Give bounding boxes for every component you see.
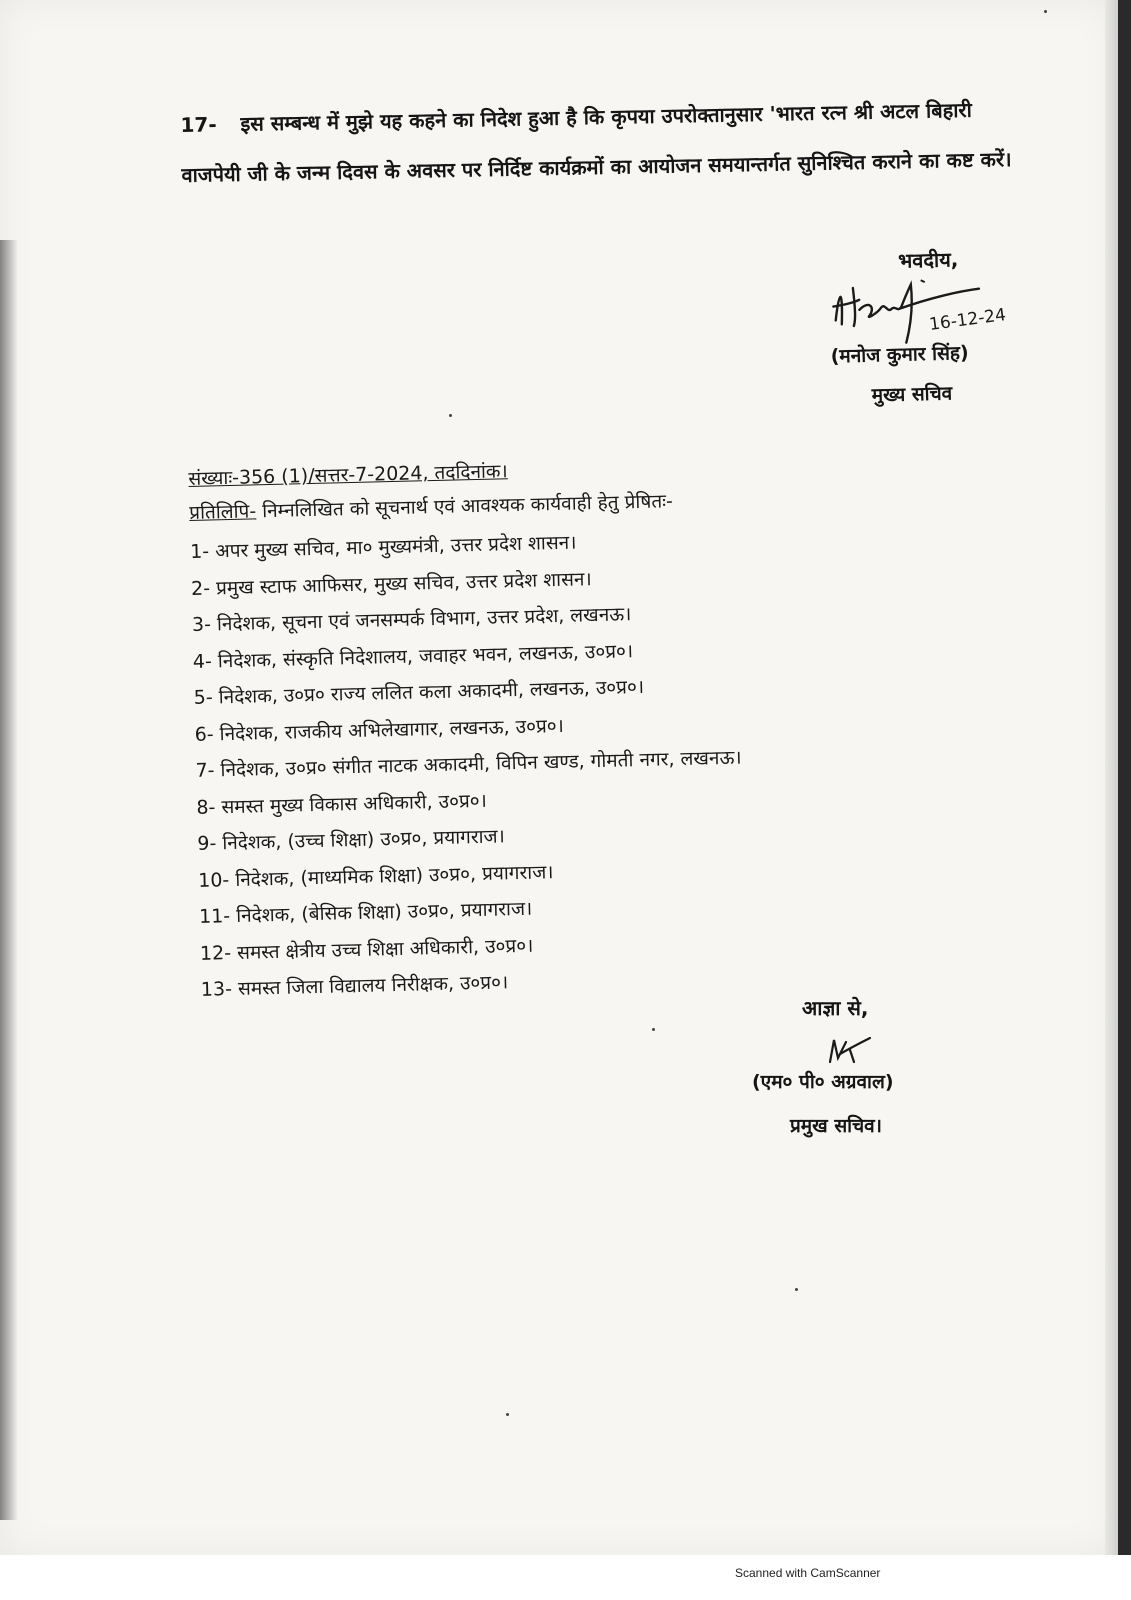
page-edge-shadow	[0, 240, 18, 1520]
pratilipi-text: निम्नलिखित को सूचनार्थ एवं आवश्यक कार्यवाही हेतु प्रेषितः-	[255, 490, 674, 523]
paragraph-text: इस सम्बन्ध में मुझे यह कहने का निदेश हुआ है कि कृपया उपरोक्तानुसार 'भारत रत्न श्री अटल बिहारी वाजपेयी जी के जन्म दिवस के अवसर पर निर्दिष्ट कार्यक्रमों का आयोजन समयान्तर्गत सुनिश्चित कराने का कष्ट करें।	[181, 97, 1012, 187]
paragraph-17	[180, 84, 1032, 200]
page-right-edge	[1105, 0, 1118, 1555]
signatory-designation-1: मुख्य सचिव	[871, 382, 953, 407]
list-item: 8- समस्त मुख्य विकास अधिकारी, उ०प्र०।	[196, 789, 488, 819]
copy-distribution-section	[188, 445, 901, 1008]
list-item: 10- निदेशक, (माध्यमिक शिक्षा) उ०प्र०, प्रयागराज।	[197, 860, 554, 892]
handwritten-date: 16-12-24	[928, 305, 1008, 335]
pratilipi-label: प्रतिलिपि-	[188, 500, 257, 524]
list-item: 9- निदेशक, (उच्च शिक्षा) उ०प्र०, प्रयागराज।	[197, 825, 506, 855]
scan-speck	[795, 1288, 798, 1291]
list-item: 7- निदेशक, उ०प्र० संगीत नाटक अकादमी, विपिन खण्ड, गोमती नगर, लखनऊ।	[195, 746, 742, 782]
list-item: 1- अपर मुख्य सचिव, मा० मुख्यमंत्री, उत्तर प्रदेश शासन।	[189, 531, 577, 563]
signatory-designation-2: प्रमुख सचिव।	[790, 1115, 882, 1137]
handwritten-initials-2	[820, 1032, 880, 1072]
list-item: 3- निदेशक, सूचना एवं जनसम्पर्क विभाग, उत्तर प्रदेश, लखनऊ।	[191, 603, 632, 636]
reference-number: संख्याः-356 (1)/सत्तर-7-2024, तददिनांक।	[188, 460, 508, 490]
signature-block-chief-secretary	[828, 237, 1033, 422]
signatory-name-agrawal: (एम० पी० अग्रवाल)	[752, 1071, 894, 1093]
recipient-list	[190, 517, 901, 1008]
list-item: 4- निदेशक, संस्कृति निदेशालय, जवाहर भवन, लखनऊ, उ०प्र०।	[192, 639, 634, 673]
signature-block-principal-secretary	[750, 990, 970, 1160]
scan-speck	[652, 1028, 655, 1031]
signatory-name-manoj: (मनोज कुमार सिंह)	[830, 342, 969, 368]
list-item: 11- निदेशक, (बेसिक शिक्षा) उ०प्र०, प्रयागराज।	[198, 897, 533, 928]
list-item: 12- समस्त क्षेत्रीय उच्च शिक्षा अधिकारी, उ०प्र०।	[199, 934, 534, 965]
salutation-agya-se: आज्ञा से,	[802, 996, 869, 1020]
list-item: 6- निदेशक, राजकीय अभिलेखागार, लखनऊ, उ०प्र०।	[194, 714, 565, 746]
paragraph-number: 17-	[180, 112, 217, 137]
list-item: 5- निदेशक, उ०प्र० राज्य ललित कला अकादमी, लखनऊ, उ०प्र०।	[193, 675, 645, 709]
scan-speck	[506, 1413, 509, 1416]
scanner-watermark: Scanned with CamScanner	[735, 1566, 881, 1580]
scan-speck	[449, 414, 452, 417]
salutation-bhavdiya: भवदीय,	[897, 247, 959, 273]
scan-speck	[1044, 10, 1047, 13]
list-item: 2- प्रमुख स्टाफ आफिसर, मुख्य सचिव, उत्तर प्रदेश शासन।	[190, 567, 592, 600]
list-item: 13- समस्त जिला विद्यालय निरीक्षक, उ०प्र०।	[200, 971, 509, 1001]
scanner-footer-band	[0, 1555, 1131, 1600]
